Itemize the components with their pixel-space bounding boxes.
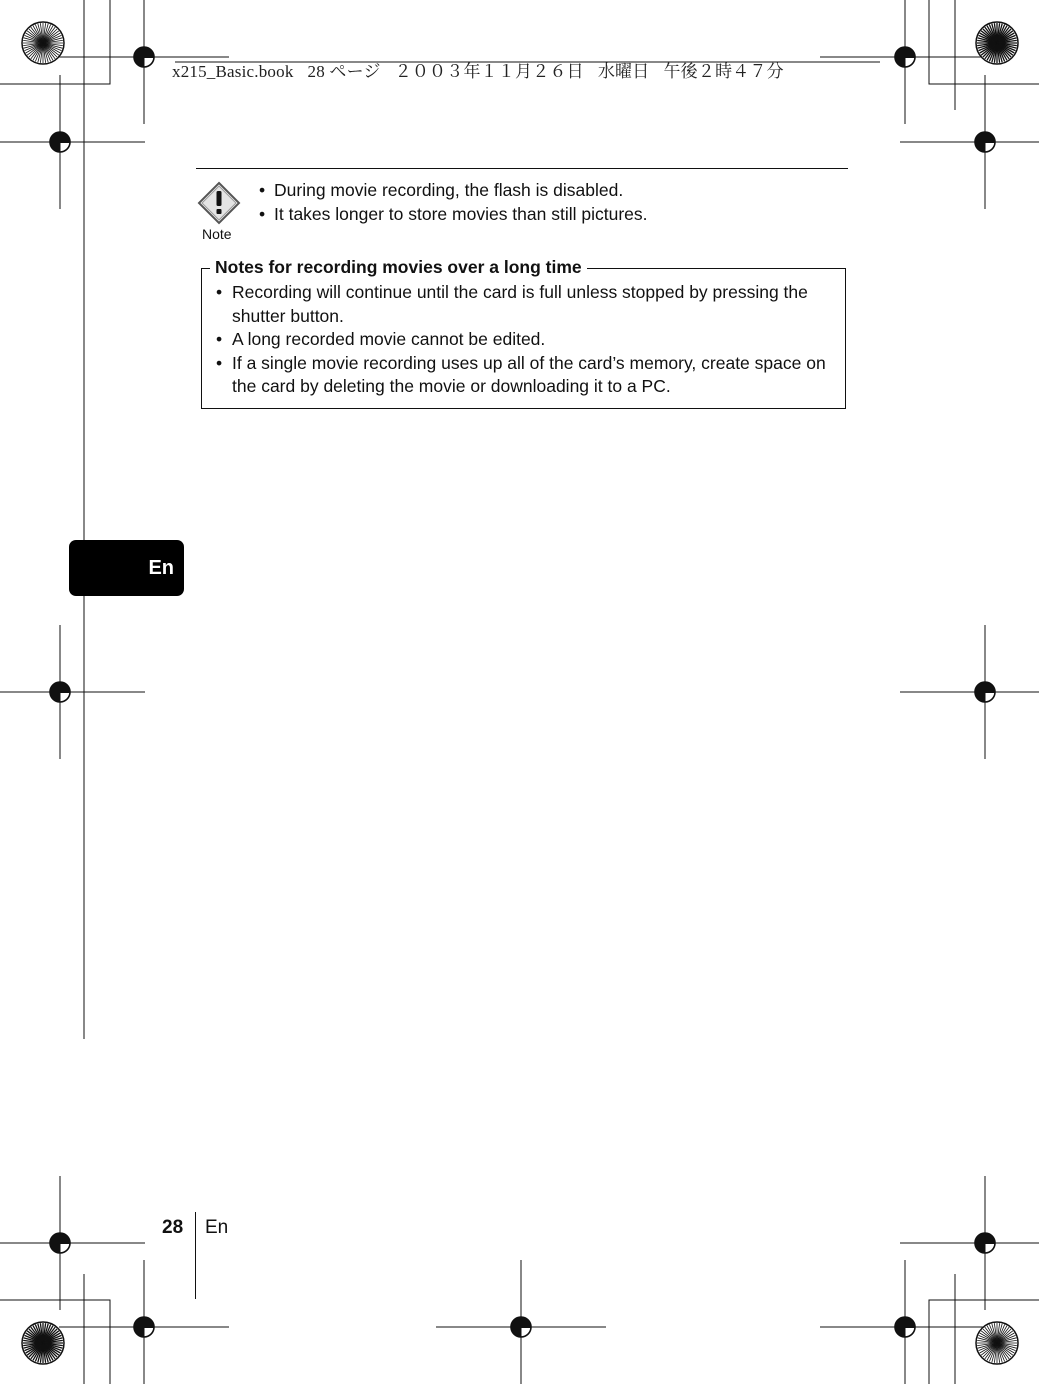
list-item: • If a single movie recording uses up all of the card’s memory, create space on the card by deleting the movie or downloading it to a PC. (216, 352, 838, 399)
box-title: Notes for recording movies over a long time (210, 256, 587, 278)
note-bullets (259, 178, 648, 226)
sunburst-target-icon (976, 1322, 1018, 1364)
sunburst-target-icon (22, 22, 64, 64)
header-filename: x215_Basic.book (172, 62, 294, 81)
print-header (172, 57, 798, 82)
page-number: 28 (162, 1217, 184, 1238)
list-item: • Recording will continue until the card is full unless stopped by pressing the shutter button. (216, 281, 838, 328)
note-bullet: • It takes longer to store movies than still pictures. (259, 202, 648, 226)
header-date: ２００３年１１月２６日 (394, 62, 584, 81)
footer-divider (195, 1212, 196, 1299)
header-page: 28 ページ (307, 62, 381, 81)
language-tab (69, 540, 184, 596)
note-bullet: • During movie recording, the flash is disabled. (259, 178, 648, 202)
header-weekday: 水曜日 (597, 62, 650, 81)
footer-language: En (205, 1217, 229, 1238)
sunburst-target-icon (976, 22, 1018, 64)
language-tab-label: En (148, 556, 174, 579)
sunburst-target-icon (22, 1322, 64, 1364)
note-label: Note (202, 226, 232, 242)
note-divider (196, 168, 848, 169)
list-item: • A long recorded movie cannot be edited. (216, 328, 838, 352)
header-time: 午後２時４７分 (663, 62, 784, 81)
box-list (216, 281, 838, 399)
